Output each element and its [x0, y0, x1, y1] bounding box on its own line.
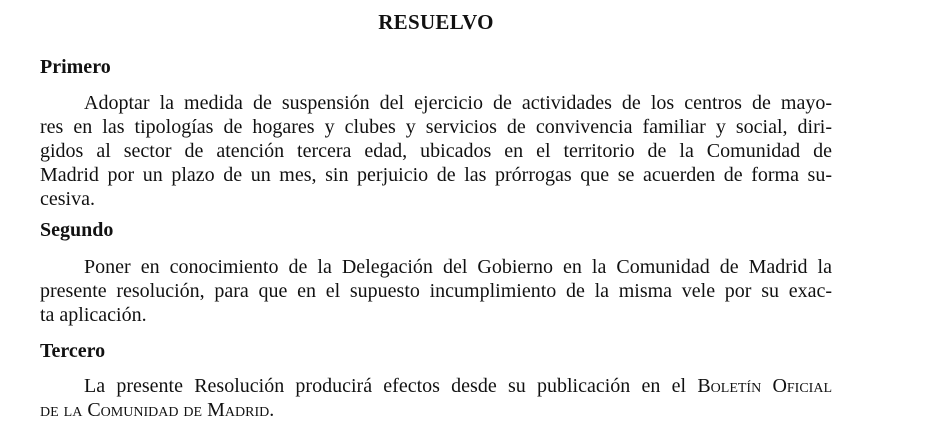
- paragraph-text: .: [269, 399, 275, 421]
- document-heading: RESUELVO: [378, 10, 494, 34]
- paragraph-line: presente resolución, para que en el supuesto incumplimiento de la misma vele por su exac-: [40, 280, 832, 302]
- gazette-name: Boletín Oficial: [697, 375, 832, 397]
- section-title-primero: Primero: [40, 56, 111, 78]
- paragraph-line: Madrid por un plazo de un mes, sin perjuicio de las prórrogas que se acuerden de forma su-: [40, 164, 832, 186]
- section-body-segundo: [40, 255, 832, 327]
- paragraph-line: [40, 398, 832, 422]
- section-title-segundo: Segundo: [40, 219, 114, 241]
- paragraph-text: La presente Resolución producirá efectos desde su publicación en el: [84, 375, 687, 397]
- paragraph-line: [40, 374, 832, 398]
- paragraph-line: cesiva.: [40, 188, 95, 210]
- section-body-primero: [40, 91, 832, 211]
- section-title-tercero: Tercero: [40, 340, 106, 362]
- paragraph-line: ta aplicación.: [40, 304, 147, 326]
- section-body-tercero: [40, 374, 832, 422]
- paragraph-line: Adoptar la medida de suspensión del ejercicio de actividades de los centros de mayo-: [84, 92, 832, 114]
- paragraph-line: gidos al sector de atención tercera edad, ubicados en el territorio de la Comunidad de: [40, 140, 832, 162]
- region-name: de la Comunidad de Madrid: [40, 399, 270, 421]
- paragraph-line: Poner en conocimiento de la Delegación del Gobierno en la Comunidad de Madrid la: [84, 256, 832, 278]
- paragraph-line: res en las tipologías de hogares y clubes y servicios de convivencia familiar y social, diri-: [40, 116, 832, 138]
